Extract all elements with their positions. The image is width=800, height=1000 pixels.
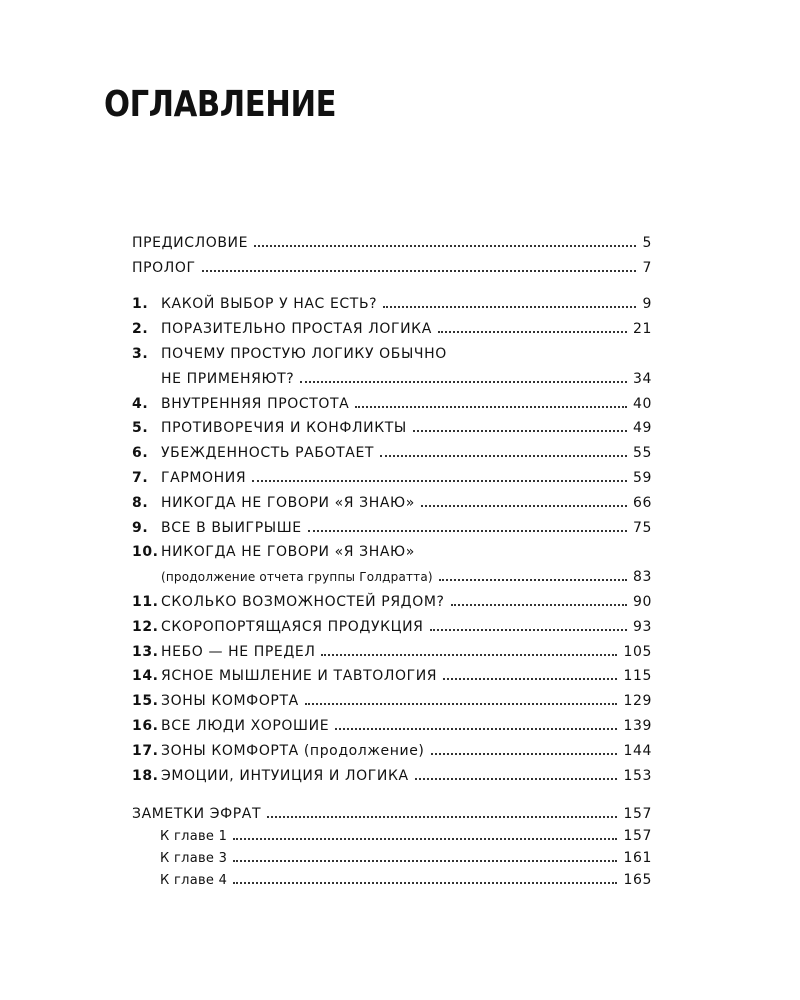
entry-title: ВСЕ В ВЫИГРЫШЕ (161, 519, 302, 536)
dot-leader (413, 430, 627, 432)
toc-entry-first-line (132, 337, 652, 362)
toc-entry (132, 312, 652, 337)
page-number: 83 (632, 569, 652, 586)
chapter-number: 5. (132, 420, 149, 437)
chapter-number: 16. (132, 717, 159, 734)
toc-entry (132, 844, 652, 866)
entry-title: СКОРОПОРТЯЩАЯСЯ ПРОДУКЦИЯ (161, 618, 424, 635)
dot-leader (321, 654, 617, 656)
page-number: 165 (623, 872, 652, 889)
spacer (132, 784, 652, 798)
page-number: 157 (623, 806, 652, 823)
entry-title: К главе 1 (160, 829, 228, 845)
toc-entry (132, 511, 652, 536)
dot-leader (233, 838, 617, 840)
dot-leader (380, 455, 627, 457)
table-of-contents (132, 226, 652, 888)
dot-leader (438, 331, 627, 333)
entry-title: ГАРМОНИЯ (161, 469, 247, 486)
chapter-number: 13. (132, 643, 159, 660)
toc-entry (132, 436, 652, 461)
dot-leader (335, 728, 617, 730)
toc-entry-continuation (132, 362, 652, 387)
dot-leader (451, 604, 627, 606)
entry-title: ЭМОЦИИ, ИНТУИЦИЯ И ЛОГИКА (161, 767, 409, 784)
toc-entry (132, 461, 652, 486)
dot-leader (421, 505, 627, 507)
entry-title: ПРЕДИСЛОВИЕ (132, 234, 249, 251)
toc-entry (132, 709, 652, 734)
chapter-number: 3. (132, 345, 149, 362)
page-number: 93 (632, 618, 652, 635)
page-number: 59 (632, 469, 652, 486)
entry-subtitle: (продолжение) (303, 742, 425, 759)
entry-title: НЕБО — НЕ ПРЕДЕЛ (161, 643, 316, 660)
chapter-number: 11. (132, 593, 159, 610)
chapter-number: 8. (132, 494, 149, 511)
page-number: 115 (623, 668, 652, 685)
toc-entry (132, 610, 652, 635)
page-number: 40 (632, 395, 652, 412)
entry-title: ЗОНЫ КОМФОРТА (161, 742, 299, 759)
entry-title-continuation (161, 569, 433, 585)
toc-entry (132, 635, 652, 660)
page-title: ОГЛАВЛЕНИЕ (104, 84, 337, 125)
toc-entry (132, 226, 652, 251)
entry-title: КАКОЙ ВЫБОР У НАС ЕСТЬ? (161, 296, 378, 313)
chapter-number: 12. (132, 618, 159, 635)
dot-leader (430, 629, 627, 631)
chapter-number: 10. (132, 544, 159, 561)
continuation-text: (продолжение отчета группы Голдратта) (161, 570, 433, 585)
toc-entry (132, 866, 652, 888)
dot-leader (300, 381, 627, 383)
dot-leader (202, 270, 636, 272)
entry-title: К главе 3 (160, 851, 228, 867)
page-number: 75 (632, 519, 652, 536)
toc-entry (132, 412, 652, 437)
toc-entry-first-line (132, 536, 652, 561)
continuation-text: НЕ ПРИМЕНЯЮТ? (161, 370, 295, 387)
chapter-number: 15. (132, 693, 159, 710)
page-number: 34 (632, 370, 652, 387)
toc-entry (132, 660, 652, 685)
dot-leader (305, 703, 618, 705)
entry-title: СКОЛЬКО ВОЗМОЖНОСТЕЙ РЯДОМ? (161, 593, 445, 610)
toc-entry (132, 798, 652, 823)
toc-entry (132, 585, 652, 610)
page-number: 7 (642, 259, 652, 276)
page-number: 129 (623, 693, 652, 710)
toc-entry (132, 684, 652, 709)
chapter-number: 1. (132, 296, 149, 313)
dot-leader (233, 860, 617, 862)
entry-title: НИКОГДА НЕ ГОВОРИ «Я ЗНАЮ» (161, 544, 415, 561)
chapter-number: 7. (132, 469, 149, 486)
page-number: 66 (632, 494, 652, 511)
entry-title: ПОРАЗИТЕЛЬНО ПРОСТАЯ ЛОГИКА (161, 321, 432, 338)
entry-title: ВНУТРЕННЯЯ ПРОСТОТА (161, 395, 350, 412)
front-matter (132, 226, 652, 276)
toc-entry (132, 822, 652, 844)
entry-title-continuation (161, 371, 294, 387)
dot-leader (355, 406, 627, 408)
chapters-list (132, 288, 652, 784)
toc-entry (132, 734, 652, 759)
page-number: 21 (632, 321, 652, 338)
entry-title: НИКОГДА НЕ ГОВОРИ «Я ЗНАЮ» (161, 494, 415, 511)
page-number: 161 (623, 850, 652, 867)
entry-title: ПОЧЕМУ ПРОСТУЮ ЛОГИКУ ОБЫЧНО (161, 345, 447, 362)
dot-leader (443, 678, 617, 680)
page-number: 9 (642, 296, 652, 313)
page-number: 144 (623, 742, 652, 759)
page-number: 139 (623, 717, 652, 734)
entry-title: УБЕЖДЕННОСТЬ РАБОТАЕТ (161, 445, 375, 462)
chapter-number: 6. (132, 445, 149, 462)
toc-entry (132, 387, 652, 412)
toc-entry-continuation (132, 560, 652, 585)
dot-leader (267, 816, 617, 818)
entry-title: ЯСНОЕ МЫШЛЕНИЕ И ТАВТОЛОГИЯ (161, 668, 438, 685)
chapter-number: 17. (132, 742, 159, 759)
dot-leader (254, 245, 636, 247)
entry-title: ВСЕ ЛЮДИ ХОРОШИЕ (161, 717, 330, 734)
page-number: 153 (623, 767, 652, 784)
notes-section (132, 798, 652, 889)
entry-title: ПРОЛОГ (132, 259, 196, 276)
page-number: 105 (623, 643, 652, 660)
chapter-number: 2. (132, 321, 149, 338)
dot-leader (252, 480, 627, 482)
page-number: 5 (642, 234, 652, 251)
dot-leader (383, 306, 636, 308)
chapter-number: 9. (132, 519, 149, 536)
dot-leader (431, 753, 618, 755)
toc-entry (132, 759, 652, 784)
dot-leader (233, 882, 617, 884)
dot-leader (415, 778, 618, 780)
chapter-number: 4. (132, 395, 149, 412)
toc-entry (132, 486, 652, 511)
entry-title: ПРОТИВОРЕЧИЯ И КОНФЛИКТЫ (161, 420, 407, 437)
page-number: 157 (623, 828, 652, 845)
page-number: 49 (632, 420, 652, 437)
spacer (132, 276, 652, 288)
page-number: 90 (632, 593, 652, 610)
chapter-number: 18. (132, 767, 159, 784)
chapter-number: 14. (132, 668, 159, 685)
dot-leader (439, 579, 627, 581)
toc-entry (132, 288, 652, 313)
entry-title: ЗОНЫ КОМФОРТА (161, 693, 299, 710)
toc-entry (132, 251, 652, 276)
dot-leader (308, 530, 627, 532)
entry-title: К главе 4 (160, 873, 228, 889)
entry-title: ЗАМЕТКИ ЭФРАТ (132, 806, 262, 823)
page-number: 55 (632, 445, 652, 462)
